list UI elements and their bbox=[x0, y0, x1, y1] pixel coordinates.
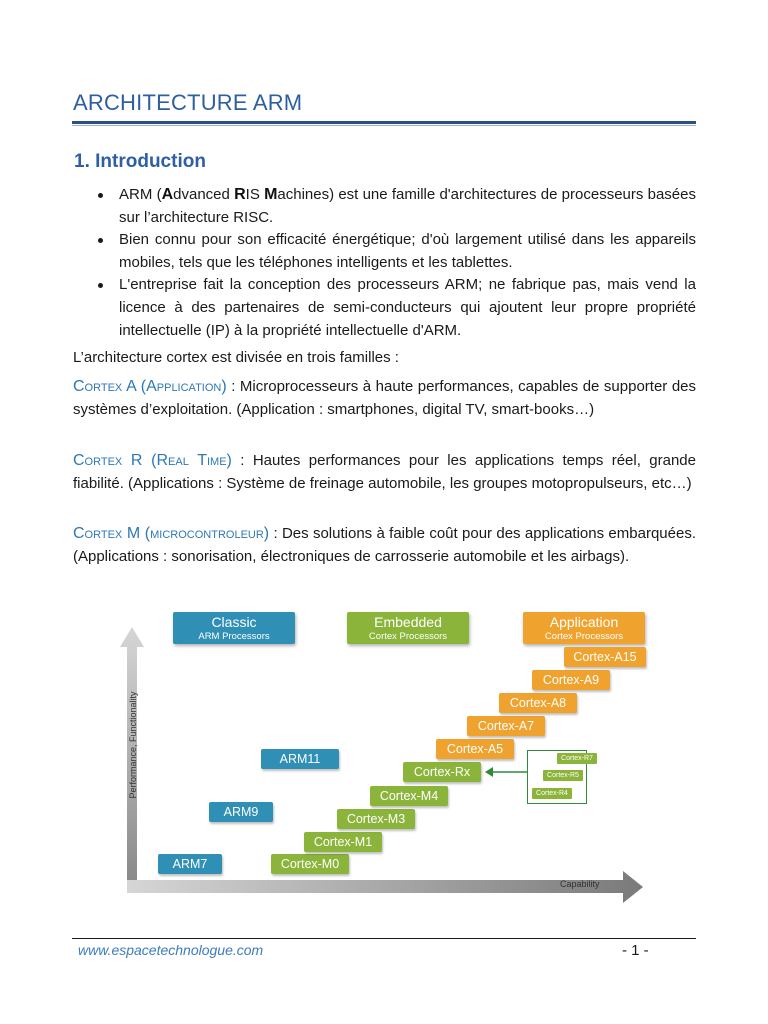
family-cortex-a bbox=[73, 376, 696, 421]
processor-arm11: ARM11 bbox=[261, 749, 339, 769]
bullet-text: achines) est une famille d'architectures de processeurs basées sur l’architecture RISC. bbox=[119, 186, 696, 226]
processor-arm7: ARM7 bbox=[158, 854, 222, 874]
acronym-letter: A bbox=[161, 186, 174, 203]
processor-cortex-a9: Cortex-A9 bbox=[532, 670, 610, 690]
title-divider bbox=[72, 121, 696, 124]
connector-arrow-head bbox=[485, 767, 493, 777]
bullet-text: dvanced bbox=[173, 186, 235, 203]
bullet-text: ARM ( bbox=[119, 186, 162, 203]
bullet-list bbox=[98, 184, 696, 342]
processor-cortex-m4: Cortex-M4 bbox=[370, 786, 448, 806]
category-embedded bbox=[347, 612, 469, 644]
processor-cortex-r5: Cortex-R5 bbox=[543, 770, 583, 781]
category-subtitle: ARM Processors bbox=[198, 631, 270, 642]
processor-cortex-a7: Cortex-A7 bbox=[467, 716, 545, 736]
family-name: Cortex A (Application) bbox=[73, 378, 227, 395]
section-heading: 1. Introduction bbox=[74, 151, 206, 172]
category-application bbox=[523, 612, 645, 644]
processor-cortex-rx: Cortex-Rx bbox=[403, 762, 481, 782]
category-subtitle: Cortex Processors bbox=[368, 631, 448, 642]
bullet-text: IS bbox=[245, 186, 265, 203]
family-name: Cortex R (Real Time) bbox=[73, 452, 232, 469]
category-title: Classic bbox=[211, 614, 257, 630]
bullet-text: L'entreprise fait la conception des processeurs ARM; ne fabrique pas, mais vend la licence à des partenaires de semi-conducteurs qui ajoutent leur propre propriété intellectuelle (IP) à la propriété intellectuelle d'ARM. bbox=[119, 276, 696, 339]
footer-divider bbox=[72, 938, 696, 939]
processor-cortex-r7: Cortex-R7 bbox=[557, 753, 597, 764]
processor-cortex-a5: Cortex-A5 bbox=[436, 739, 514, 759]
processor-cortex-r4: Cortex-R4 bbox=[532, 788, 572, 799]
acronym-letter: M bbox=[264, 186, 278, 203]
processor-arm9: ARM9 bbox=[209, 802, 273, 822]
family-name: Cortex M (microcontroleur) bbox=[73, 525, 270, 542]
processor-cortex-a15: Cortex-A15 bbox=[564, 647, 646, 667]
category-title: Embedded bbox=[374, 614, 442, 630]
processor-cortex-m1: Cortex-M1 bbox=[304, 832, 382, 852]
bullet-item-licensing bbox=[98, 274, 696, 342]
y-axis-label: Performance, Functionality bbox=[128, 691, 138, 799]
bullet-item-energy-efficiency bbox=[98, 229, 696, 274]
arm-processor-diagram bbox=[115, 605, 655, 905]
acronym-letter: R bbox=[234, 186, 246, 203]
footer-website-link[interactable]: www.espacetechnologue.com bbox=[78, 942, 264, 958]
families-intro: L’architecture cortex est divisée en trois familles : bbox=[73, 349, 399, 366]
title-divider-thin bbox=[72, 125, 696, 126]
page-number: - 1 - bbox=[622, 942, 649, 959]
processor-cortex-m0: Cortex-M0 bbox=[271, 854, 349, 874]
page-title: ARCHITECTURE ARM bbox=[73, 90, 303, 115]
family-cortex-r bbox=[73, 450, 696, 495]
processor-cortex-a8: Cortex-A8 bbox=[499, 693, 577, 713]
bullet-text: Bien connu pour son efficacité énergétique; d'où largement utilisé dans les appareils mobiles, tels que les téléphones intelligents et les tablettes. bbox=[119, 231, 696, 271]
category-title: Application bbox=[549, 614, 619, 630]
family-description: : Hautes performances pour les applications temps réel, grande fiabilité. (Applications : Système de freinage automobile, les groupes motopropulseurs, etc…) bbox=[73, 452, 696, 492]
bullet-item-arm-definition bbox=[98, 184, 696, 229]
processor-cortex-m3: Cortex-M3 bbox=[337, 809, 415, 829]
family-description: : Microprocesseurs à haute performances, capables de supporter des systèmes d’exploitation. (Application : smartphones, digital TV, smart-books…) bbox=[73, 378, 696, 418]
x-axis-label: Capability bbox=[560, 879, 600, 889]
category-classic bbox=[173, 612, 295, 644]
family-description: : Des solutions à faible coût pour des applications embarquées. (Applications : sonorisation, électroniques de carrosserie automobile et les airbags). bbox=[73, 525, 696, 565]
family-cortex-m bbox=[73, 523, 696, 568]
category-subtitle: Cortex Processors bbox=[544, 631, 624, 642]
